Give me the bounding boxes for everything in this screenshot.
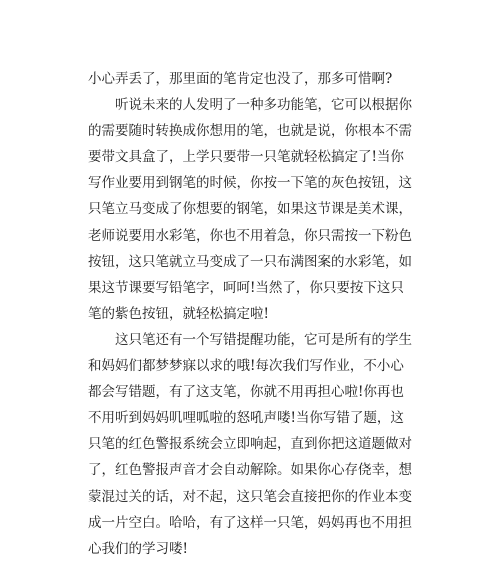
text-line: 不用听到妈妈叽哩呱啦的怒吼声喽!当你写错了题，这: [88, 410, 404, 427]
text-line: 了，红色警报声音才会自动解除。如果你心存侥幸，想: [88, 462, 412, 479]
text-line: 心我们的学习喽!: [88, 540, 188, 557]
text-line: 成一片空白。哈哈，有了这样一只笔，妈妈再也不用担: [88, 514, 412, 531]
text-line: 和妈妈们都梦梦寐以求的哦!每次我们写作业，不小心: [88, 358, 404, 375]
text-line: 写作业要用到钢笔的时候，你按一下笔的灰色按钮，这: [88, 175, 412, 192]
text-line: 果这节课要写铅笔字，呵呵!当然了，你只要按下这只: [88, 279, 404, 296]
text-line: 要带文具盒了，上学只要带一只笔就轻松搞定了!当你: [88, 149, 404, 166]
text-line: 只笔的红色警报系统会立即响起，直到你把这道题做对: [88, 436, 412, 453]
text-line: 笔的紫色按钮，就轻松搞定啦!: [88, 305, 269, 322]
paragraph-start-line: 听说未来的人发明了一种多功能笔，它可以根据你: [115, 97, 412, 114]
text-line: 只笔立马变成了你想要的钢笔，如果这节课是美术课，: [88, 201, 412, 218]
text-line: 老师说要用水彩笔，你也不用着急，你只需按一下粉色: [88, 227, 412, 244]
text-line: 小心弄丢了，那里面的笔肯定也没了，那多可惜啊?: [88, 71, 393, 87]
text-line: 的需要随时转换成你想用的笔，也就是说，你根本不需: [88, 123, 412, 140]
text-line: 蒙混过关的话，对不起，这只笔会直接把你的作业本变: [88, 488, 412, 505]
text-line: 都会写错题，有了这支笔，你就不用再担心啦!你再也: [88, 384, 404, 401]
essay-text: [88, 66, 412, 562]
paragraph-start-line: 这只笔还有一个写错提醒功能，它可是所有的学生: [115, 331, 412, 348]
text-line: 按钮，这只笔就立马变成了一只布满图案的水彩笔，如: [88, 253, 412, 270]
